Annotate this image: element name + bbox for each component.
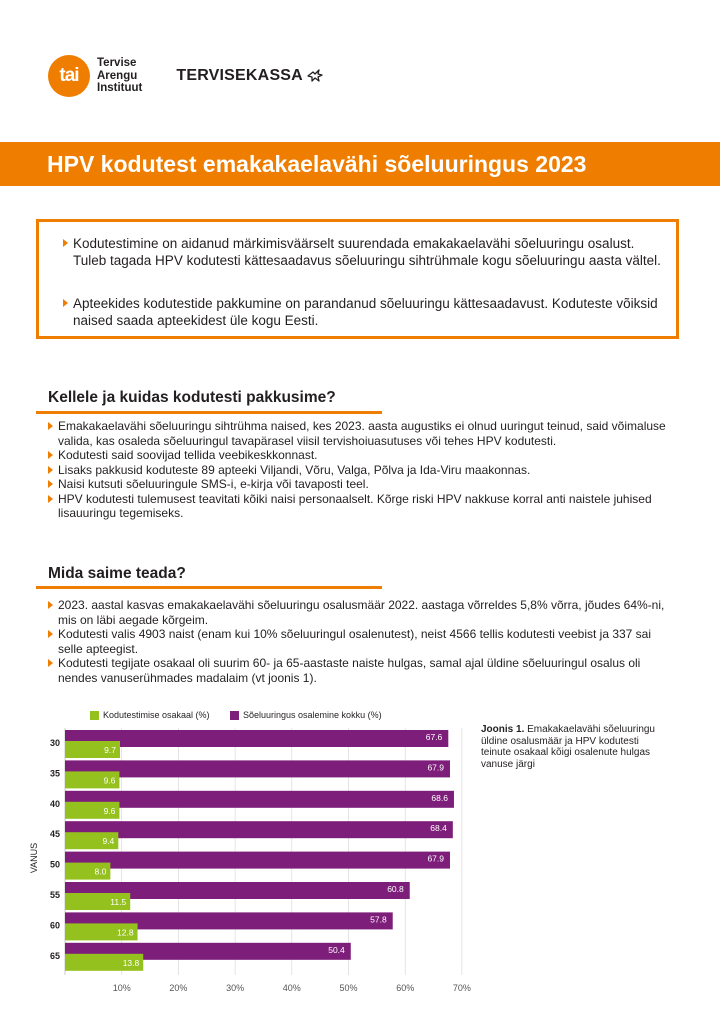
tervisekassa-logo-text: TERVISEKASSA <box>176 67 303 84</box>
y-category-label: 60 <box>49 920 60 931</box>
list-item: Lisaks pakkusid koduteste 89 apteeki Viljandi, Võru, Valga, Põlva ja Ida-Viru maakonnas. <box>48 463 678 478</box>
list-item: HPV kodutesti tulemusest teavitati kõiki naisi personaalselt. Kõrge riski HPV nakkuse korral anti naistele juhised lisauuringu tegemiseks. <box>48 492 678 521</box>
data-label-home-test: 11.5 <box>110 897 127 907</box>
legend-item-screening-total: Sõeluuringus osalemine kokku (%) <box>230 710 382 720</box>
data-label-screening-total: 60.8 <box>387 884 404 894</box>
tai-logo-text: Tervise Arengu Instituut <box>97 57 143 95</box>
figure-caption <box>481 724 666 770</box>
bar-screening-total <box>65 821 453 838</box>
data-label-screening-total: 68.4 <box>430 823 447 834</box>
y-category-label: 45 <box>49 829 60 840</box>
data-label-home-test: 9.4 <box>102 836 115 847</box>
list-item: Kodutesti said soovijad tellida veebikeskkonnast. <box>48 448 678 463</box>
data-label-home-test: 12.8 <box>117 927 134 938</box>
tai-logo-icon: tai <box>48 55 90 97</box>
y-category-label: 30 <box>49 738 60 748</box>
caption-label: Joonis 1. <box>481 724 525 735</box>
key-point: Apteekides kodutestide pakkumine on parandanud sõeluuringu kättesaadavust. Koduteste võiksid naised saada apteekidest üle kogu Eesti. <box>63 296 663 329</box>
x-tick-label: 30% <box>226 983 245 993</box>
data-label-home-test: 13.8 <box>122 957 140 968</box>
x-tick-label: 50% <box>339 983 358 993</box>
list-item: Naisi kutsuti sõeluuringule SMS-i, e-kirja või tavaposti teel. <box>48 477 678 492</box>
bar-screening-total <box>65 760 450 777</box>
legend-item-home-test: Kodutestimise osakaal (%) <box>90 710 210 720</box>
data-label-screening-total: 67.9 <box>427 853 444 864</box>
x-tick-label: 70% <box>452 983 471 993</box>
data-label-screening-total: 67.6 <box>425 732 443 742</box>
x-tick-label: 20% <box>169 983 188 993</box>
data-label-home-test: 9.6 <box>103 805 116 816</box>
list-item: Kodutesti valis 4903 naist (enam kui 10% sõeluuringul osalenutest), neist 4566 tellis kodutesti veebist ja 337 sai selle apteegist. <box>48 627 678 656</box>
data-label-screening-total: 50.4 <box>328 944 345 955</box>
page-title: HPV kodutest emakakaelavähi sõeluuringus 2023 <box>47 151 587 177</box>
data-label-home-test: 8.0 <box>94 866 107 877</box>
bar-screening-total <box>65 730 448 747</box>
y-category-label: 65 <box>49 950 60 961</box>
data-label-home-test: 9.7 <box>104 745 116 755</box>
data-label-screening-total: 67.9 <box>427 762 444 773</box>
list-item: 2023. aastal kasvas emakakaelavähi sõeluuringu osalusmäär 2022. aastaga võrreldes 5,8% võrra, jõudes 64%-ni, mis on läbi aegade kõrgeim. <box>48 598 678 627</box>
x-tick-label: 60% <box>396 983 415 993</box>
list-item: Emakakaelavähi sõeluuringu sihtrühma naised, kes 2023. aasta augustiks ei olnud uuringut teinud, said võimaluse valida, kas osaleda sõeluuringul tavapärasel viisil tervishoiuasutuses või tehes HPV kodutesti. <box>48 419 678 448</box>
data-label-screening-total: 68.6 <box>431 792 448 803</box>
x-tick-label: 40% <box>282 983 301 993</box>
caption-text: Emakakaelavähi sõeluuringu üldine osalusmäär ja HPV kodutesti teinute osakaal kõigi osalenute hulgas vanuse järgi <box>481 724 655 770</box>
data-label-home-test: 9.6 <box>103 775 116 786</box>
bar-screening-total <box>65 791 454 808</box>
y-axis-title: VANUS <box>29 842 39 874</box>
y-category-label: 55 <box>49 890 60 900</box>
y-category-label: 50 <box>49 859 60 870</box>
data-label-screening-total: 57.8 <box>370 914 387 925</box>
key-point: Kodutestimine on aidanud märkimisväärselt suurendada emakakaelavähi sõeluuringu osalust. Tuleb tagada HPV kodutesti kättesaadavus sõeluuringu sihtrühmale kogu sõeluuringu aasta vältel. <box>63 236 663 269</box>
y-category-label: 40 <box>49 798 60 809</box>
section-title-who-how: Kellele ja kuidas kodutesti pakkusime? <box>48 389 336 406</box>
bar-screening-total <box>65 852 450 869</box>
y-category-label: 35 <box>49 768 60 779</box>
x-tick-label: 10% <box>112 983 131 993</box>
section-title-findings: Mida saime teada? <box>48 565 186 582</box>
list-item: Kodutesti tegijate osakaal oli suurim 60- ja 65-aastaste naiste hulgas, samal ajal üldine sõeluuringul osalus oli nendes vanuserühmades madalaim (vt joonis 1). <box>48 656 678 685</box>
